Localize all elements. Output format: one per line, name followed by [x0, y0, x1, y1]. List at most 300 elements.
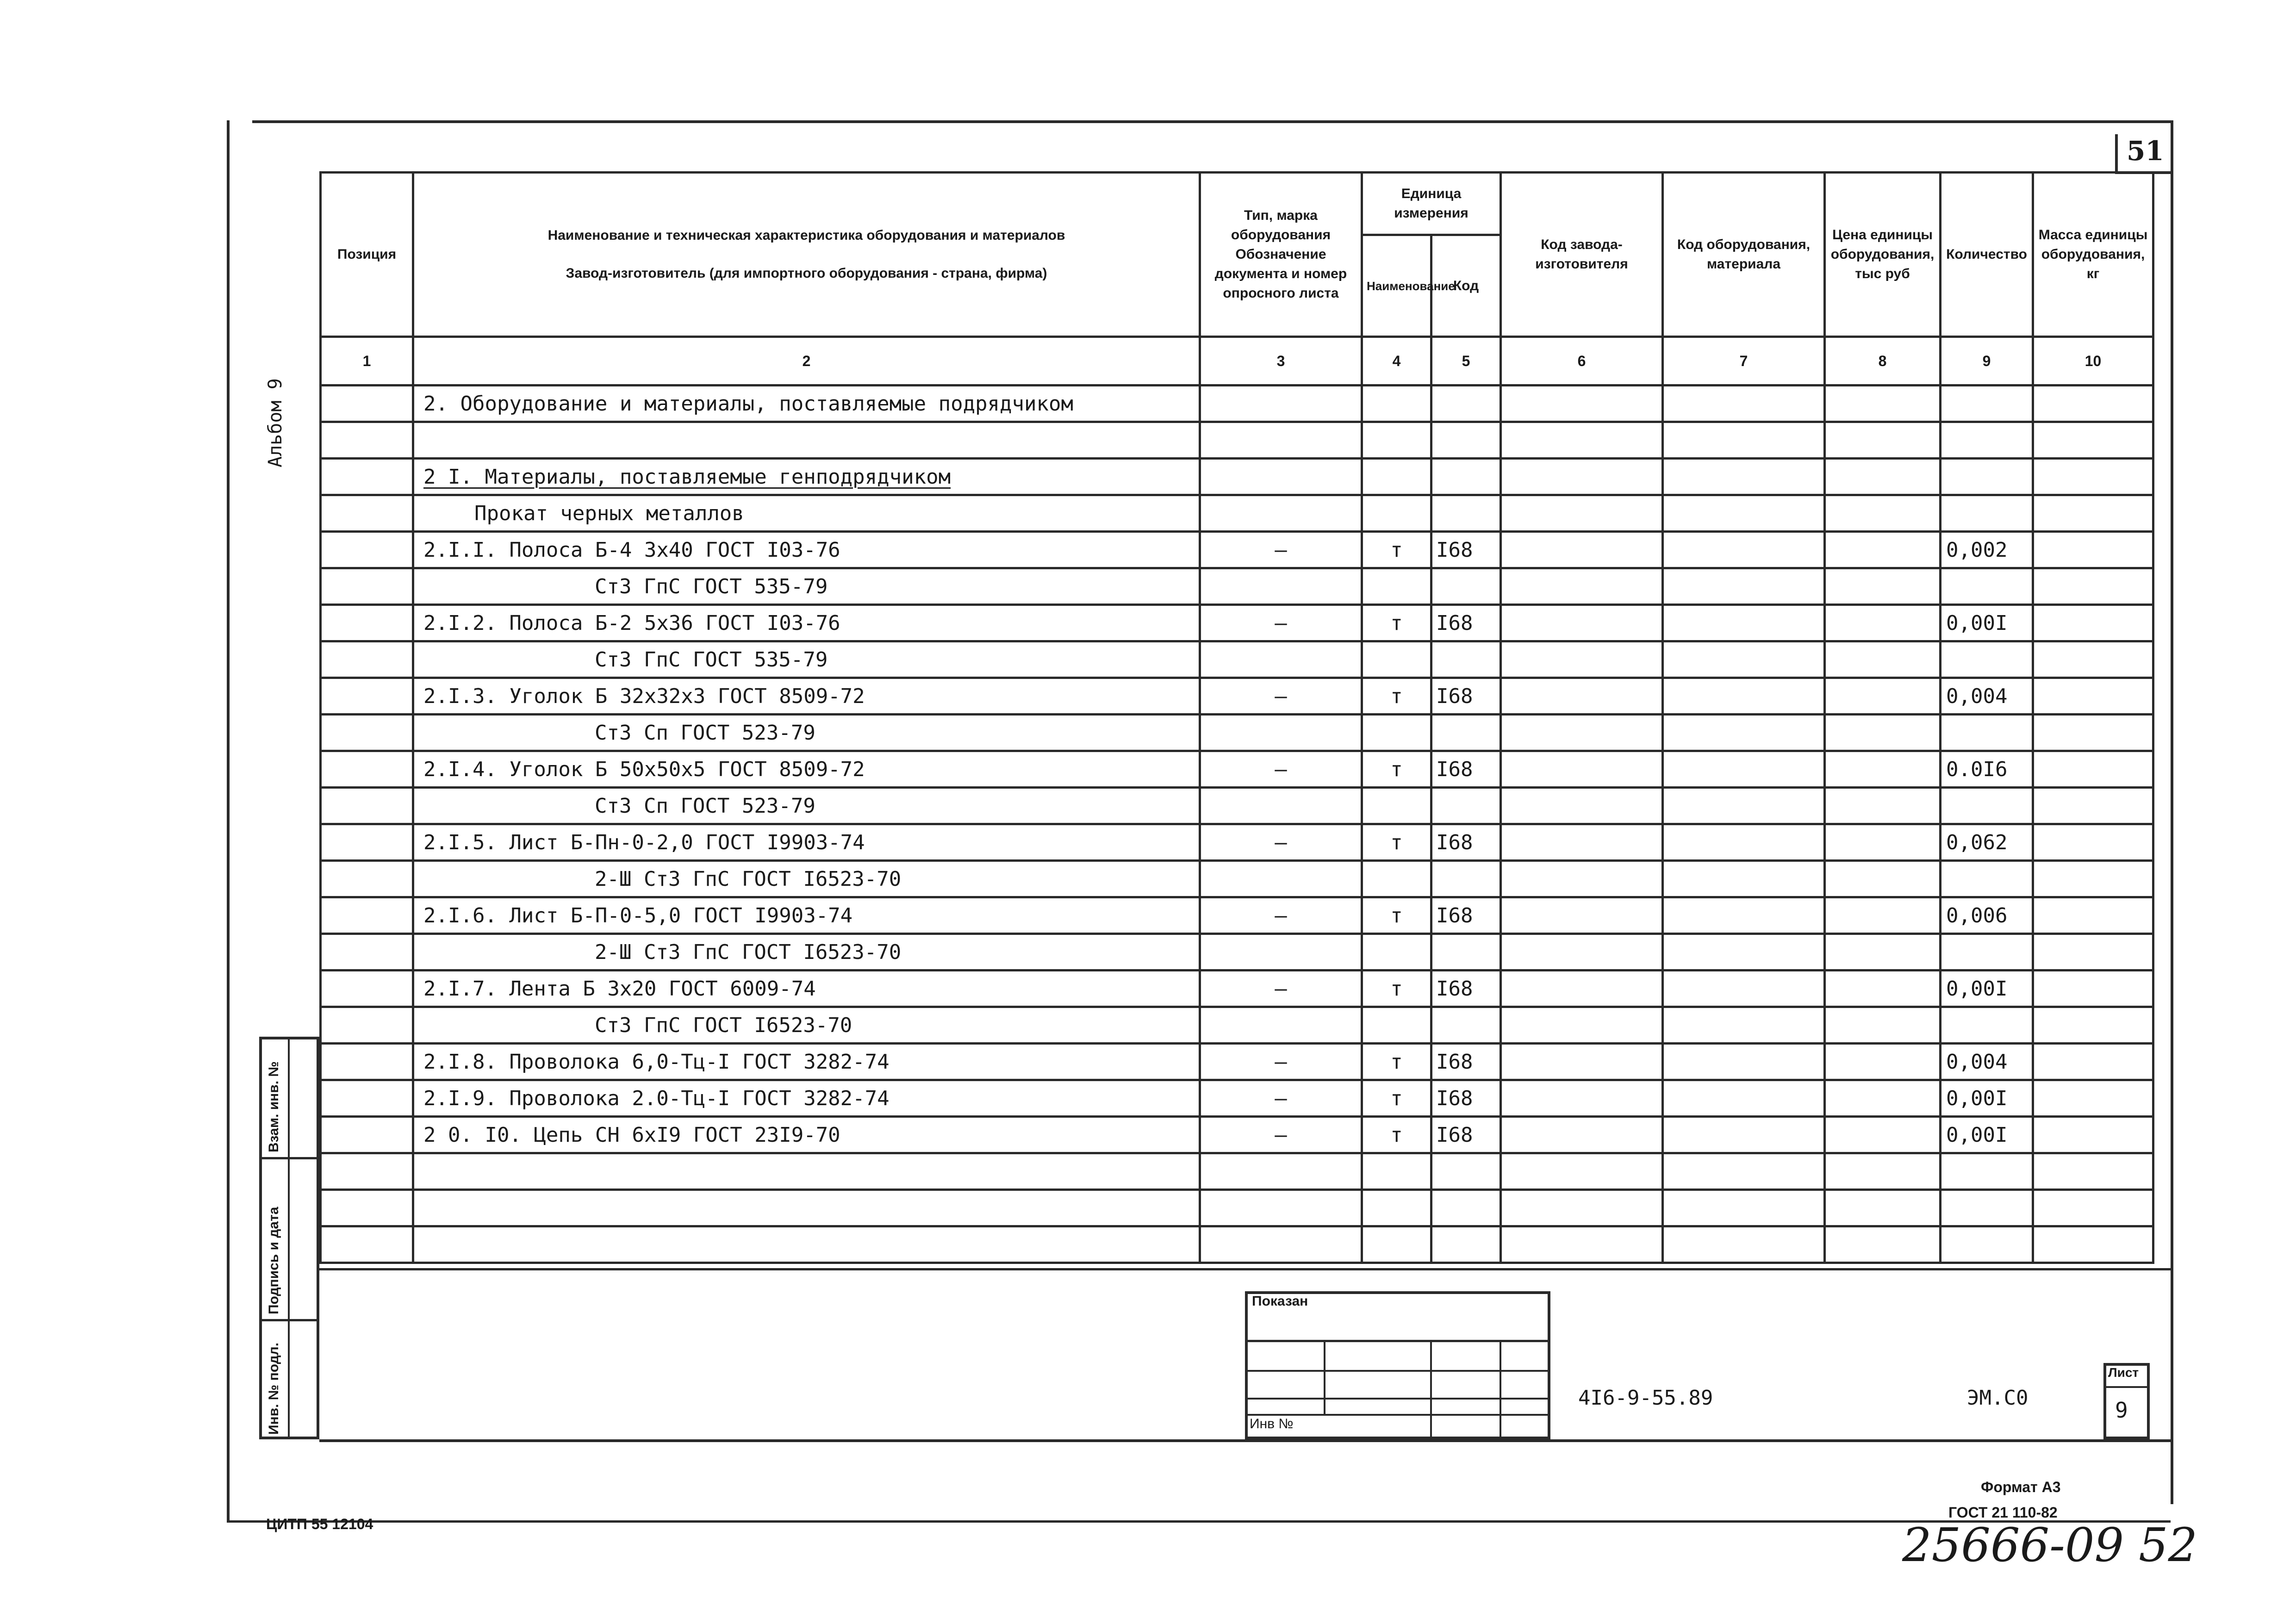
cell-c7: [1663, 386, 1825, 422]
cell-unit: [1362, 459, 1431, 495]
cell-mark: [1200, 495, 1362, 532]
cell-pos: [321, 1080, 413, 1117]
table-row: [321, 641, 2153, 678]
table-row: [321, 422, 2153, 459]
cell-unit: т: [1362, 678, 1431, 715]
cell-c6: [1501, 1080, 1663, 1117]
table-row: [321, 971, 2153, 1007]
cell-c7: [1663, 1190, 1825, 1226]
header-price: Цена единицы оборудования, тыс руб: [1825, 173, 1941, 337]
header-position: Позиция: [321, 173, 413, 337]
cell-unit: т: [1362, 532, 1431, 568]
cell-code: I68: [1431, 751, 1501, 788]
cell-c10: [2033, 1117, 2153, 1153]
cell-c8: [1825, 641, 1941, 678]
cell-pos: [321, 971, 413, 1007]
cell-unit: [1362, 568, 1431, 605]
cell-code: I68: [1431, 678, 1501, 715]
cell-c8: [1825, 568, 1941, 605]
cell-pos: [321, 751, 413, 788]
header-quantity: Количество: [1941, 173, 2033, 337]
cell-pos: [321, 1117, 413, 1153]
cell-qty: [1941, 934, 2033, 971]
frame-bottom-line: [227, 1520, 2171, 1523]
cell-pos: [321, 715, 413, 751]
cell-c6: [1501, 386, 1663, 422]
cell-c7: [1663, 532, 1825, 568]
shown-label: Показан: [1252, 1294, 1308, 1309]
cell-code: I68: [1431, 532, 1501, 568]
cell-mark: [1200, 1226, 1362, 1263]
table-row: [321, 568, 2153, 605]
shown-vsep-1: [1324, 1340, 1325, 1414]
handwritten-number: 25666-09 52: [1902, 1518, 2198, 1572]
table-row: [321, 1117, 2153, 1153]
specification-table: [319, 171, 2154, 1264]
cell-qty: [1941, 422, 2033, 459]
cell-code: I68: [1431, 971, 1501, 1007]
inv-label: Инв №: [1250, 1416, 1294, 1431]
cell-c8: [1825, 971, 1941, 1007]
cell-qty: 0,062: [1941, 824, 2033, 861]
cell-code: [1431, 386, 1501, 422]
format-label: Формат А3: [1981, 1479, 2061, 1495]
sheet-number: 9: [2115, 1398, 2128, 1423]
cell-c7: [1663, 897, 1825, 934]
inner-bottom-line: [319, 1439, 2171, 1442]
cell-name: Ст3 ГпС ГОСТ 535-79: [413, 568, 1200, 605]
cell-c8: [1825, 1153, 1941, 1190]
cell-pos: [321, 422, 413, 459]
cell-c6: [1501, 1153, 1663, 1190]
cell-mark: –: [1200, 971, 1362, 1007]
header-unit-code: Код: [1431, 235, 1501, 337]
cell-c10: [2033, 678, 2153, 715]
cell-unit: [1362, 934, 1431, 971]
cell-pos: [321, 1226, 413, 1263]
cell-c10: [2033, 641, 2153, 678]
cell-c10: [2033, 605, 2153, 641]
cell-qty: [1941, 788, 2033, 824]
cell-c7: [1663, 715, 1825, 751]
cell-mark: [1200, 861, 1362, 897]
cell-code: I68: [1431, 897, 1501, 934]
cell-qty: [1941, 1190, 2033, 1226]
cell-unit: [1362, 715, 1431, 751]
header-plant-code: Код завода-изготовителя: [1501, 173, 1663, 337]
cell-qty: 0,00I: [1941, 971, 2033, 1007]
cell-name: Ст3 ГпС ГОСТ I6523-70: [413, 1007, 1200, 1044]
table-row: [321, 934, 2153, 971]
cell-code: [1431, 495, 1501, 532]
page-number: 51: [2127, 135, 2164, 167]
frame-right-line: [2171, 120, 2173, 1504]
cell-mark: –: [1200, 1044, 1362, 1080]
cell-name: Ст3 Сп ГОСТ 523-79: [413, 788, 1200, 824]
document-code: 4I6-9-55.89: [1578, 1386, 1713, 1410]
cell-mark: [1200, 422, 1362, 459]
shown-sep-4: [1245, 1414, 1550, 1416]
cell-mark: [1200, 459, 1362, 495]
header-material-code: Код оборудования, материала: [1663, 173, 1825, 337]
cell-c8: [1825, 459, 1941, 495]
cell-pos: [321, 568, 413, 605]
cell-c7: [1663, 641, 1825, 678]
cell-name: 2-Ш Ст3 ГпС ГОСТ I6523-70: [413, 934, 1200, 971]
cell-code: [1431, 861, 1501, 897]
cell-c10: [2033, 971, 2153, 1007]
cell-mark: –: [1200, 897, 1362, 934]
cell-c8: [1825, 605, 1941, 641]
cell-mark: –: [1200, 678, 1362, 715]
cell-qty: [1941, 386, 2033, 422]
cell-c7: [1663, 1007, 1825, 1044]
col-num: 4: [1362, 337, 1431, 386]
table-row: [321, 605, 2153, 641]
cell-code: [1431, 568, 1501, 605]
cell-unit: т: [1362, 1117, 1431, 1153]
cell-c10: [2033, 532, 2153, 568]
cell-c6: [1501, 751, 1663, 788]
cell-c6: [1501, 1044, 1663, 1080]
cell-c8: [1825, 934, 1941, 971]
cell-c7: [1663, 459, 1825, 495]
cell-code: [1431, 422, 1501, 459]
cell-qty: 0,006: [1941, 897, 2033, 934]
cell-mark: [1200, 1007, 1362, 1044]
cell-c6: [1501, 605, 1663, 641]
cell-c6: [1501, 788, 1663, 824]
cell-c7: [1663, 934, 1825, 971]
side-stamp-sep-1: [259, 1157, 319, 1159]
cell-c10: [2033, 495, 2153, 532]
cell-pos: [321, 678, 413, 715]
cell-c6: [1501, 1117, 1663, 1153]
cell-c10: [2033, 422, 2153, 459]
cell-mark: –: [1200, 751, 1362, 788]
cell-c6: [1501, 459, 1663, 495]
cell-pos: [321, 1044, 413, 1080]
cell-c10: [2033, 1153, 2153, 1190]
col-num: 7: [1663, 337, 1825, 386]
cell-c10: [2033, 459, 2153, 495]
cell-unit: [1362, 1190, 1431, 1226]
cell-pos: [321, 459, 413, 495]
cell-c7: [1663, 1117, 1825, 1153]
cell-unit: [1362, 1226, 1431, 1263]
document-suffix: ЭМ.С0: [1967, 1386, 2028, 1410]
cell-c7: [1663, 678, 1825, 715]
cell-c6: [1501, 1007, 1663, 1044]
cell-c6: [1501, 678, 1663, 715]
header-unit-name: Наименование: [1362, 235, 1431, 337]
cipher-label: ЦИТП 55 12104: [266, 1516, 373, 1532]
cell-c8: [1825, 1226, 1941, 1263]
cell-qty: [1941, 568, 2033, 605]
cell-c6: [1501, 971, 1663, 1007]
cell-mark: [1200, 641, 1362, 678]
cell-mark: –: [1200, 824, 1362, 861]
cell-mark: [1200, 568, 1362, 605]
side-stamp-replace: Взам. инв. №: [266, 1061, 281, 1152]
cell-qty: 0,00I: [1941, 1117, 2033, 1153]
cell-c6: [1501, 1226, 1663, 1263]
cell-c6: [1501, 422, 1663, 459]
cell-unit: т: [1362, 605, 1431, 641]
cell-c6: [1501, 824, 1663, 861]
cell-name: 2.I.8. Проволока 6,0-Тц-I ГОСТ 3282-74: [413, 1044, 1200, 1080]
cell-qty: 0,004: [1941, 678, 2033, 715]
table-row: [321, 824, 2153, 861]
cell-name: 2.I.5. Лист Б-Пн-0-2,0 ГОСТ I9903-74: [413, 824, 1200, 861]
shown-vsep-3: [1500, 1340, 1501, 1439]
cell-c7: [1663, 788, 1825, 824]
cell-mark: –: [1200, 1117, 1362, 1153]
cell-code: I68: [1431, 1044, 1501, 1080]
table-row: [321, 459, 2153, 495]
cell-mark: –: [1200, 605, 1362, 641]
cell-c6: [1501, 897, 1663, 934]
cell-c10: [2033, 568, 2153, 605]
cell-qty: [1941, 459, 2033, 495]
cell-code: [1431, 1190, 1501, 1226]
cell-name: [413, 1153, 1200, 1190]
cell-qty: [1941, 495, 2033, 532]
header-name-line1: Наименование и техническая характеристика оборудования и материалов: [548, 228, 1065, 243]
cell-qty: [1941, 861, 2033, 897]
cell-name: [413, 1190, 1200, 1226]
cell-mark: [1200, 1153, 1362, 1190]
cell-pos: [321, 495, 413, 532]
cell-pos: [321, 788, 413, 824]
cell-c8: [1825, 861, 1941, 897]
cell-c8: [1825, 422, 1941, 459]
cell-name: 2 I. Материалы, поставляемые генподрядчиком: [413, 459, 1200, 495]
cell-c10: [2033, 824, 2153, 861]
cell-unit: т: [1362, 1044, 1431, 1080]
cell-name: 2.I.7. Лента Б 3х20 ГОСТ 6009-74: [413, 971, 1200, 1007]
cell-c8: [1825, 1117, 1941, 1153]
cell-code: I68: [1431, 1117, 1501, 1153]
cell-c10: [2033, 861, 2153, 897]
cell-mark: –: [1200, 1080, 1362, 1117]
cell-pos: [321, 861, 413, 897]
table-row: [321, 386, 2153, 422]
cell-qty: 0,00I: [1941, 1080, 2033, 1117]
col-num: 10: [2033, 337, 2153, 386]
cell-c8: [1825, 1080, 1941, 1117]
cell-unit: т: [1362, 824, 1431, 861]
table-row: [321, 788, 2153, 824]
cell-c6: [1501, 1190, 1663, 1226]
cell-c7: [1663, 1153, 1825, 1190]
cell-name: [413, 1226, 1200, 1263]
cell-unit: [1362, 495, 1431, 532]
cell-c7: [1663, 861, 1825, 897]
cell-mark: [1200, 788, 1362, 824]
cell-unit: т: [1362, 1080, 1431, 1117]
cell-c7: [1663, 495, 1825, 532]
cell-qty: 0,002: [1941, 532, 2033, 568]
cell-qty: [1941, 1226, 2033, 1263]
cell-pos: [321, 532, 413, 568]
cell-c6: [1501, 568, 1663, 605]
cell-c8: [1825, 1190, 1941, 1226]
cell-c7: [1663, 605, 1825, 641]
cell-c10: [2033, 751, 2153, 788]
side-stamp-inv-no: Инв. № подл.: [266, 1342, 281, 1435]
cell-code: I68: [1431, 824, 1501, 861]
cell-c7: [1663, 1044, 1825, 1080]
header-mass: Масса единицы оборудования, кг: [2033, 173, 2153, 337]
cell-c6: [1501, 715, 1663, 751]
cell-code: [1431, 459, 1501, 495]
cell-c7: [1663, 1080, 1825, 1117]
cell-c10: [2033, 934, 2153, 971]
cell-c10: [2033, 788, 2153, 824]
cell-pos: [321, 824, 413, 861]
cell-name: Прокат черных металлов: [413, 495, 1200, 532]
cell-c8: [1825, 532, 1941, 568]
cell-code: I68: [1431, 1080, 1501, 1117]
frame-top-line: [252, 120, 2173, 123]
header-name: [413, 173, 1200, 337]
cell-c8: [1825, 495, 1941, 532]
cell-unit: [1362, 788, 1431, 824]
cell-unit: [1362, 1007, 1431, 1044]
col-num: 5: [1431, 337, 1501, 386]
cell-qty: [1941, 1153, 2033, 1190]
cell-name: 2.I.2. Полоса Б-2 5х36 ГОСТ I03-76: [413, 605, 1200, 641]
header-unit-group: Единица измерения: [1362, 173, 1501, 235]
column-numbers-row: [321, 337, 2153, 386]
cell-code: [1431, 1153, 1501, 1190]
cell-unit: [1362, 386, 1431, 422]
cell-pos: [321, 386, 413, 422]
cell-qty: 0,00I: [1941, 605, 2033, 641]
cell-c10: [2033, 1190, 2153, 1226]
side-stamp-divider: [288, 1037, 290, 1439]
cell-pos: [321, 1153, 413, 1190]
col-num: 3: [1200, 337, 1362, 386]
cell-pos: [321, 641, 413, 678]
cell-name: 2. Оборудование и материалы, поставляемые подрядчиком: [413, 386, 1200, 422]
cell-name: 2-Ш Ст3 ГпС ГОСТ I6523-70: [413, 861, 1200, 897]
cell-c8: [1825, 1044, 1941, 1080]
cell-qty: [1941, 1007, 2033, 1044]
cell-name: 2.I.I. Полоса Б-4 3х40 ГОСТ I03-76: [413, 532, 1200, 568]
cell-code: [1431, 641, 1501, 678]
frame-left-line: [227, 120, 230, 1523]
title-block-top: [319, 1268, 2171, 1270]
cell-unit: [1362, 641, 1431, 678]
cell-c10: [2033, 386, 2153, 422]
cell-c10: [2033, 1007, 2153, 1044]
cell-unit: [1362, 1153, 1431, 1190]
cell-c8: [1825, 1007, 1941, 1044]
cell-pos: [321, 897, 413, 934]
cell-unit: [1362, 422, 1431, 459]
cell-mark: [1200, 1190, 1362, 1226]
cell-c6: [1501, 861, 1663, 897]
cell-c8: [1825, 715, 1941, 751]
cell-name: [413, 422, 1200, 459]
col-num: 9: [1941, 337, 2033, 386]
cell-c7: [1663, 422, 1825, 459]
table-row: [321, 1153, 2153, 1190]
cell-c8: [1825, 386, 1941, 422]
cell-code: I68: [1431, 605, 1501, 641]
cell-c6: [1501, 641, 1663, 678]
table-row: [321, 1007, 2153, 1044]
cell-unit: [1362, 861, 1431, 897]
sheet-label: Лист: [2108, 1365, 2139, 1380]
cell-c7: [1663, 568, 1825, 605]
table-row: [321, 532, 2153, 568]
col-num: 6: [1501, 337, 1663, 386]
side-stamp-sep-2: [259, 1319, 319, 1321]
cell-mark: [1200, 715, 1362, 751]
cell-name: 2.I.6. Лист Б-П-0-5,0 ГОСТ I9903-74: [413, 897, 1200, 934]
table-row: [321, 861, 2153, 897]
cell-c7: [1663, 1226, 1825, 1263]
table-row: [321, 678, 2153, 715]
cell-c6: [1501, 495, 1663, 532]
cell-c7: [1663, 824, 1825, 861]
cell-pos: [321, 934, 413, 971]
side-stamp-signature: Подпись и дата: [266, 1207, 281, 1314]
cell-qty: [1941, 641, 2033, 678]
cell-unit: т: [1362, 897, 1431, 934]
cell-qty: 0.0I6: [1941, 751, 2033, 788]
shown-vsep-2: [1430, 1340, 1432, 1439]
cell-name: 2.I.9. Проволока 2.0-Тц-I ГОСТ 3282-74: [413, 1080, 1200, 1117]
table-row: [321, 1044, 2153, 1080]
cell-name: Ст3 Сп ГОСТ 523-79: [413, 715, 1200, 751]
cell-c7: [1663, 751, 1825, 788]
header-name-line2: Завод-изготовитель (для импортного оборудования - страна, фирма): [566, 266, 1047, 281]
cell-name: Ст3 ГпС ГОСТ 535-79: [413, 641, 1200, 678]
table-row: [321, 897, 2153, 934]
cell-qty: [1941, 715, 2033, 751]
cell-c10: [2033, 1044, 2153, 1080]
cell-mark: –: [1200, 532, 1362, 568]
cell-mark: [1200, 386, 1362, 422]
cell-code: [1431, 1007, 1501, 1044]
album-label: Альбом 9: [265, 378, 286, 467]
table-row: [321, 495, 2153, 532]
cell-mark: [1200, 934, 1362, 971]
cell-unit: т: [1362, 751, 1431, 788]
gost-label: ГОСТ 21 110-82: [1948, 1504, 2058, 1521]
header-type: Тип, марка оборудования Обозначение документа и номер опросного листа: [1200, 173, 1362, 337]
cell-c10: [2033, 715, 2153, 751]
cell-c6: [1501, 532, 1663, 568]
shown-sep-3: [1245, 1398, 1550, 1400]
cell-name: 2.I.3. Уголок Б 32х32х3 ГОСТ 8509-72: [413, 678, 1200, 715]
cell-pos: [321, 1007, 413, 1044]
cell-code: [1431, 934, 1501, 971]
shown-sep-2: [1245, 1370, 1550, 1372]
cell-c8: [1825, 788, 1941, 824]
cell-name: 2.I.4. Уголок Б 50х50х5 ГОСТ 8509-72: [413, 751, 1200, 788]
cell-pos: [321, 605, 413, 641]
col-num: 1: [321, 337, 413, 386]
col-num: 2: [413, 337, 1200, 386]
col-num: 8: [1825, 337, 1941, 386]
cell-qty: 0,004: [1941, 1044, 2033, 1080]
cell-code: [1431, 715, 1501, 751]
